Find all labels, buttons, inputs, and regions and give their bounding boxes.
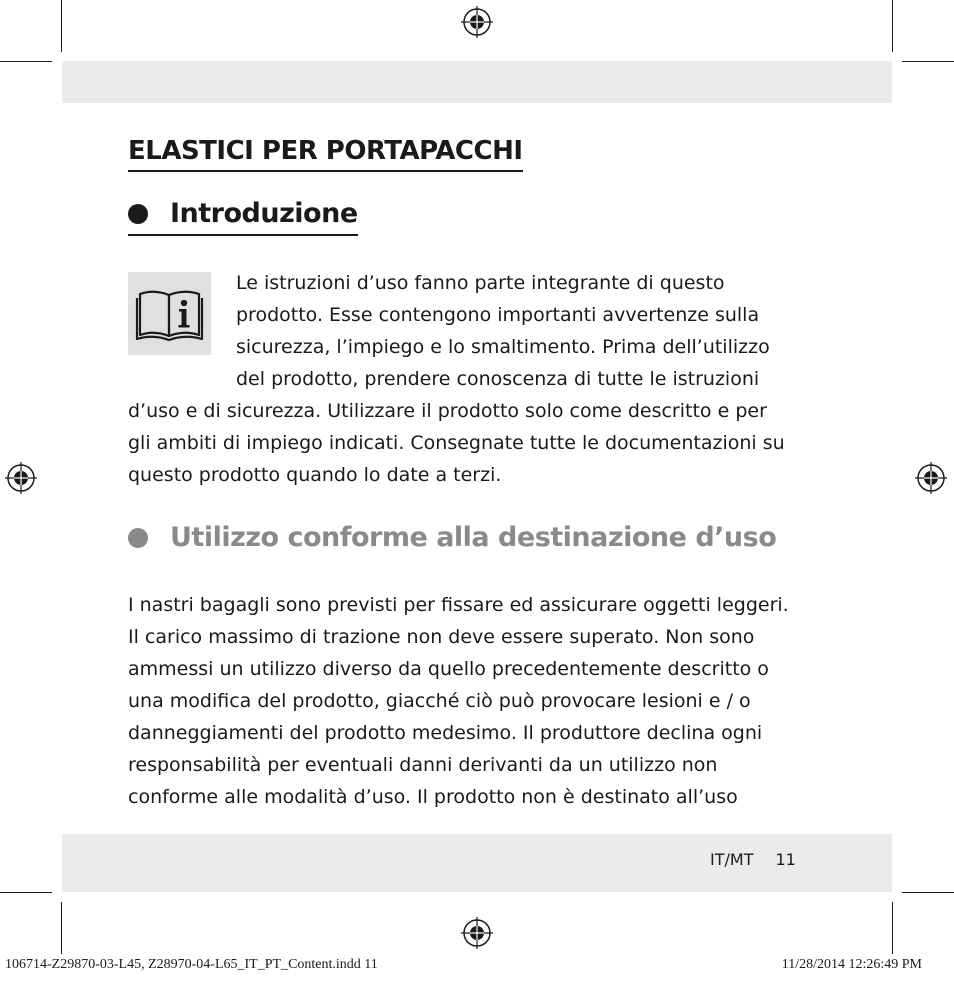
print-slug-filename: 106714-Z29870-03-L45, Z28970-04-L65_IT_PT_Content.indd 11 [5, 957, 378, 972]
text-line: I nastri bagagli sono previsti per fissare ed assicurare oggetti leggeri. [128, 594, 789, 616]
crop-mark [0, 61, 52, 62]
text-line: questo prodotto quando lo date a terzi. [128, 464, 502, 486]
text-line: una modifica del prodotto, giacché ciò può provocare lesioni e / o [128, 690, 751, 712]
text-line: del prodotto, prendere conoscenza di tutte le istruzioni [236, 368, 760, 390]
crop-mark [0, 892, 52, 893]
registration-mark-icon [915, 462, 947, 494]
text-line: sicurezza, l’impiego e lo smaltimento. Prima dell’utilizzo [236, 336, 770, 358]
language-code: IT/MT [710, 850, 754, 869]
intended-use-paragraph [128, 589, 789, 813]
text-line: conforme alle modalità d’uso. Il prodotto non è destinato all’uso [128, 786, 738, 808]
crop-mark [61, 902, 62, 954]
crop-mark [61, 0, 62, 52]
bullet-dot-icon [128, 204, 148, 224]
section-heading-label: Utilizzo conforme alla destinazione d’uso [170, 522, 777, 553]
text-line: prodotto. Esse contengono importanti avvertenze sulla [236, 304, 760, 326]
crop-mark [892, 902, 893, 954]
text-line: gli ambiti di impiego indicati. Consegnate tutte le documentazioni su [128, 432, 785, 454]
page-number: 11 [775, 850, 796, 869]
registration-mark-icon [5, 462, 37, 494]
crop-mark [902, 61, 954, 62]
text-line: responsabilità per eventuali danni derivanti da un utilizzo non [128, 754, 718, 776]
page-title: ELASTICI PER PORTAPACCHI [128, 134, 523, 172]
print-slug-timestamp: 11/28/2014 12:26:49 PM [781, 957, 922, 972]
crop-mark [892, 0, 893, 52]
header-band [62, 61, 892, 103]
text-line: Le istruzioni d’uso fanno parte integrante di questo [236, 272, 725, 294]
text-line: Il carico massimo di trazione non deve essere superato. Non sono [128, 626, 755, 648]
section-heading-intended-use [128, 520, 776, 556]
text-line: d’uso e di sicurezza. Utilizzare il prodotto solo come descritto e per [128, 400, 767, 422]
crop-mark [902, 892, 954, 893]
intro-paragraph-full [128, 395, 785, 491]
text-line: danneggiamenti del prodotto medesimo. Il produttore declina ogni [128, 722, 763, 744]
bullet-dot-icon [128, 528, 148, 548]
manual-info-icon [128, 272, 211, 355]
page-reference [710, 850, 796, 869]
section-heading-label: Introduzione [170, 198, 358, 229]
registration-mark-icon [461, 917, 493, 949]
section-heading-introduction [128, 196, 358, 236]
intro-paragraph-indented [236, 267, 770, 395]
text-line: ammessi un utilizzo diverso da quello precedentemente descritto o [128, 658, 769, 680]
registration-mark-icon [461, 6, 493, 38]
